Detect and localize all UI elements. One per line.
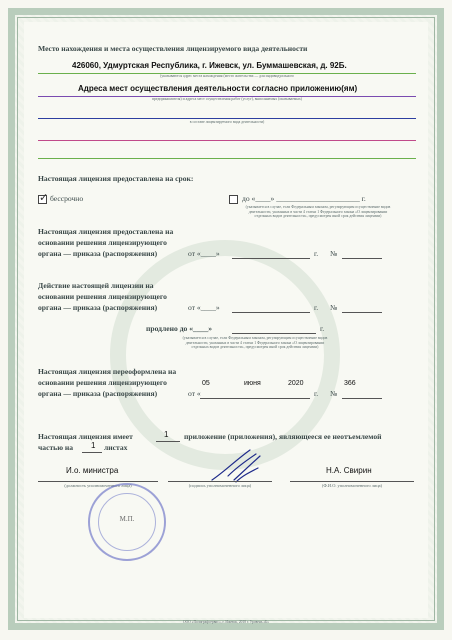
reissued-year: г. bbox=[314, 389, 319, 398]
granted-date-line bbox=[232, 258, 310, 259]
extended-date-line bbox=[232, 312, 310, 313]
extended-until-note: (указывается в случае, если Федеральным законом, регулирующим осуществление видов деятельности, указанных в части 4 статьи 1 Федерального закона «О лицензировании отдельных видов деятельности», предусмотрен иной срок действия лицензии) bbox=[182, 336, 328, 350]
term-label: Настоящая лицензия предоставлена на срок: bbox=[38, 174, 194, 183]
signatory-name: Н.А. Свирин bbox=[326, 466, 372, 475]
printer-footer: ООО «Полиграфсервис», г. Ижевск, 2018 г. Уровень «Б» bbox=[182, 620, 270, 624]
blank-line-1 bbox=[38, 118, 416, 119]
granted-year: г. bbox=[314, 249, 319, 258]
extended-label-2: основании решения лицензирующего bbox=[38, 292, 167, 301]
reissued-date-line bbox=[200, 398, 310, 399]
extended-label-3: органа — приказа (распоряжения) bbox=[38, 303, 158, 312]
reissued-number: 366 bbox=[344, 380, 356, 387]
annex-sheets-line bbox=[82, 452, 102, 453]
places-note-2: в составе лицензируемого вида деятельности) bbox=[189, 120, 265, 124]
extended-from: от «____» bbox=[188, 303, 220, 312]
reissued-no: № bbox=[330, 389, 338, 398]
name-note: (Ф.И.О. уполномоченного лица) bbox=[321, 483, 383, 488]
extended-number-line bbox=[342, 312, 382, 313]
position-note: (должность уполномоченного лица) bbox=[64, 483, 132, 488]
annex-count: 1 bbox=[164, 430, 169, 439]
reissued-year-value: 2020 bbox=[288, 380, 304, 387]
address-value: 426060, Удмуртская Республика, г. Ижевск, ул. Буммашевская, д. 92Б. bbox=[72, 61, 347, 70]
until-checkbox[interactable] bbox=[229, 195, 238, 204]
seal-label: М.П. bbox=[119, 515, 135, 523]
annex-text-1: Настоящая лицензия имеет bbox=[38, 432, 133, 441]
indefinite-checkbox[interactable] bbox=[38, 192, 49, 204]
official-seal bbox=[88, 483, 166, 561]
granted-label-3: органа — приказа (распоряжения) bbox=[38, 249, 158, 258]
extended-until-line bbox=[232, 333, 316, 334]
indefinite-label: бессрочно bbox=[50, 194, 84, 203]
extended-no: № bbox=[330, 303, 338, 312]
extended-until-year: г. bbox=[320, 324, 325, 333]
blank-line-3 bbox=[38, 158, 416, 159]
annex-text-3: частью на bbox=[38, 443, 74, 452]
reissued-number-line bbox=[342, 398, 382, 399]
annex-count-line bbox=[156, 441, 180, 442]
granted-from: от «____» bbox=[188, 249, 220, 258]
granted-no: № bbox=[330, 249, 338, 258]
extended-until: продлено до «____» bbox=[146, 324, 213, 333]
reissued-month: июня bbox=[244, 380, 261, 387]
name-line bbox=[290, 481, 414, 482]
check-mark-icon: ✓ bbox=[39, 192, 49, 204]
term-until: до «____» ______________________ г. bbox=[242, 194, 366, 203]
granted-label-1: Настоящая лицензия предоставлена на bbox=[38, 227, 174, 236]
address-note: (указываются адрес места нахождения (место жительства — для индивидуального bbox=[160, 74, 294, 78]
reissued-day: 05 bbox=[202, 380, 210, 387]
granted-number-line bbox=[342, 258, 382, 259]
reissued-label-3: органа — приказа (распоряжения) bbox=[38, 389, 158, 398]
position-line bbox=[38, 481, 158, 482]
reissued-from: от « bbox=[188, 389, 201, 398]
places-note: предпринимателя) и адреса мест осуществления работ (услуг), выполняемых (оказываемых) bbox=[151, 97, 303, 101]
reissued-label-1: Настоящая лицензия переоформлена на bbox=[38, 367, 177, 376]
term-until-note: (указывается в случае, если Федеральным законом, регулирующим осуществление видов деятельности, указанных в части 4 статьи 1 Федерального закона «О лицензировании отдельных видов деятельности», предусмотрен иной срок действия лицензии) bbox=[245, 205, 391, 219]
signature-note: (подпись уполномоченного лица) bbox=[188, 483, 252, 488]
header-title: Место нахождения и места осуществления лицензируемого вида деятельности bbox=[38, 44, 308, 53]
annex-text-4: листах bbox=[104, 443, 128, 452]
reissued-label-2: основании решения лицензирующего bbox=[38, 378, 167, 387]
annex-text-2: приложение (приложения), являющееся ее неотъемлемой bbox=[184, 432, 382, 441]
signature-line bbox=[168, 481, 272, 482]
extended-label-1: Действие настоящей лицензии на bbox=[38, 281, 154, 290]
annex-sheets: 1 bbox=[91, 441, 96, 450]
signature-icon bbox=[206, 446, 266, 486]
signatory-position: И.о. министра bbox=[66, 466, 119, 475]
granted-label-2: основании решения лицензирующего bbox=[38, 238, 167, 247]
extended-year: г. bbox=[314, 303, 319, 312]
blank-line-2 bbox=[38, 140, 416, 141]
places-value: Адреса мест осуществления деятельности согласно приложению(ям) bbox=[78, 84, 358, 93]
